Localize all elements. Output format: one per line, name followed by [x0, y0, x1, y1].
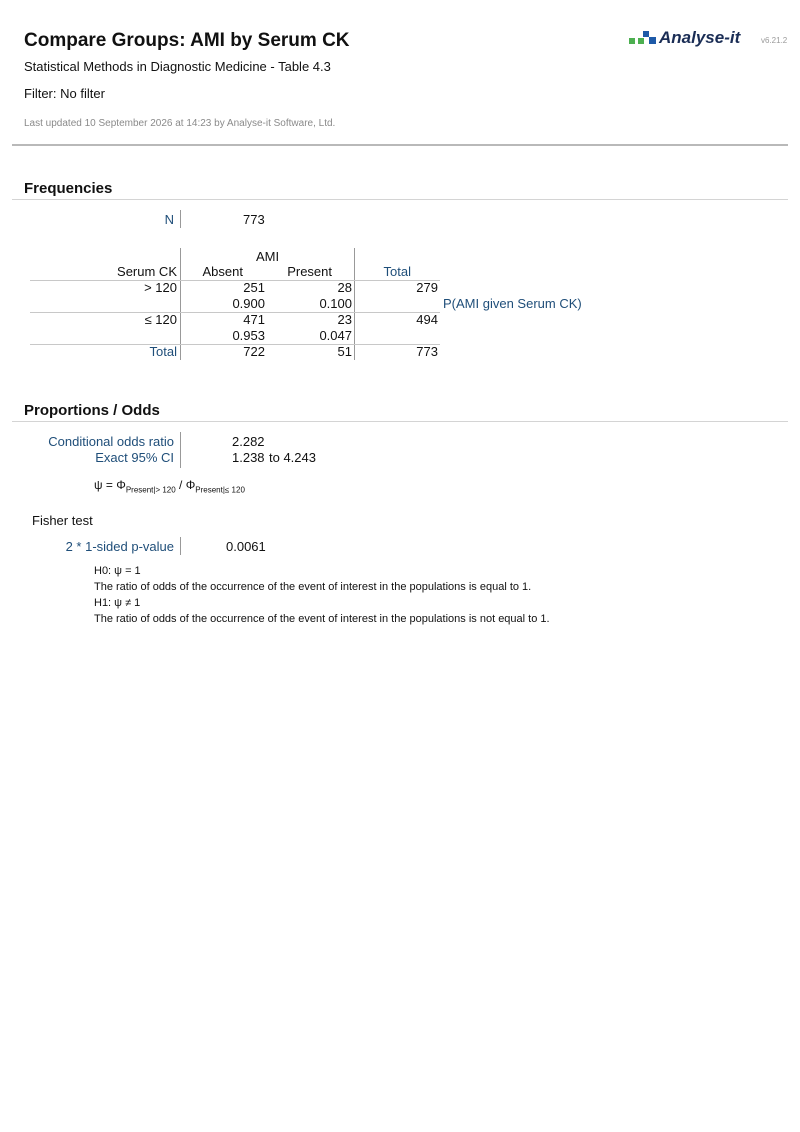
row-label: > 120: [144, 280, 177, 295]
table-cell: 773: [416, 344, 438, 359]
odds-ratio-value: 2.282: [232, 434, 265, 449]
ci-high-value: to 4.243: [269, 450, 316, 465]
table-cell: 471: [243, 312, 265, 327]
formula-sub-1: Present|> 120: [125, 485, 176, 495]
formula-lhs: ψ = Φ: [94, 478, 126, 492]
odds-divider: [180, 432, 181, 468]
version-label: v6.21.2: [761, 36, 788, 45]
h0-label: H0: ψ = 1: [94, 565, 141, 577]
table-cell: 0.900: [232, 296, 265, 311]
col-total-header: Total: [383, 264, 411, 279]
n-value: 773: [243, 212, 265, 227]
table-cell: 0.953: [232, 328, 265, 343]
col-present-header: Present: [287, 264, 332, 279]
table-cell: 0.047: [319, 328, 352, 343]
p-value: 0.0061: [226, 539, 266, 554]
p-value-divider: [180, 537, 181, 555]
h1-label: H1: ψ ≠ 1: [94, 597, 141, 609]
total-row-label: Total: [149, 344, 177, 359]
row-label: ≤ 120: [144, 312, 177, 327]
page-subtitle: Statistical Methods in Diagnostic Medicine - Table 4.3: [24, 59, 331, 74]
ci-label: Exact 95% CI: [95, 450, 174, 465]
col-group-header: AMI: [256, 249, 280, 264]
odds-ratio-label: Conditional odds ratio: [48, 434, 174, 449]
p-value-label: 2 * 1-sided p-value: [65, 539, 174, 554]
table-cell: 23: [337, 312, 352, 327]
last-updated: Last updated 10 September 2026 at 14:23 by Analyse-it Software, Ltd.: [24, 118, 336, 129]
h0-description: The ratio of odds of the occurrence of the event of interest in the populations is equal to 1.: [94, 581, 532, 593]
analyse-it-logo-icon: [628, 28, 658, 50]
odds-formula: [94, 478, 245, 494]
table-cell: 279: [416, 280, 438, 295]
table-cell: 251: [243, 280, 265, 295]
ci-low-value: 1.238: [232, 450, 265, 465]
proportions-divider: [12, 421, 788, 422]
page-title: Compare Groups: AMI by Serum CK: [24, 30, 350, 51]
formula-mid: / Φ: [175, 478, 196, 492]
probability-label: P(AMI given Serum CK): [443, 296, 582, 311]
h1-description: The ratio of odds of the occurrence of the event of interest in the populations is not equal to 1.: [94, 613, 550, 625]
table-cell: 722: [243, 344, 265, 359]
header-divider: [12, 144, 788, 146]
brand-name: Analyse-it: [659, 28, 741, 47]
formula-sub-2: Present|≤ 120: [195, 485, 245, 495]
fisher-heading: Fisher test: [32, 513, 93, 528]
n-divider: [180, 210, 181, 228]
n-label: N: [164, 212, 174, 227]
table-cell: 494: [416, 312, 438, 327]
proportions-heading: Proportions / Odds: [24, 402, 160, 419]
frequencies-heading: Frequencies: [24, 180, 113, 197]
table-cell: 0.100: [319, 296, 352, 311]
frequencies-divider: [12, 199, 788, 200]
row-header: Serum CK: [117, 264, 177, 279]
col-absent-header: Absent: [202, 264, 243, 279]
filter-label: Filter: No filter: [24, 86, 105, 101]
table-cell: 28: [337, 280, 352, 295]
table-cell: 51: [337, 344, 352, 359]
